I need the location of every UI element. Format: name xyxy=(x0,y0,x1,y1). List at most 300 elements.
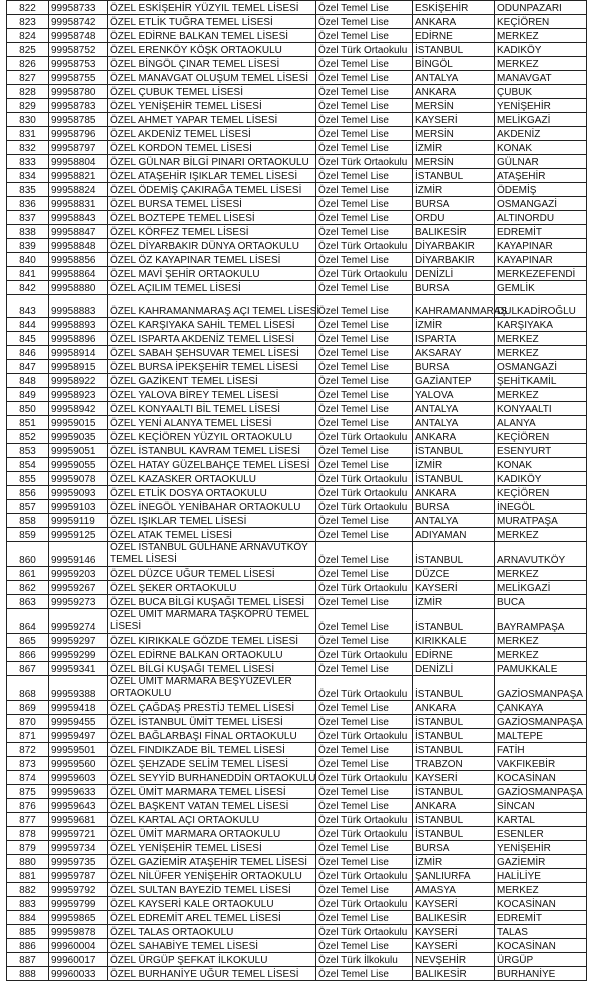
institution-code-cell: 99958752 xyxy=(49,43,108,57)
row-number-cell: 884 xyxy=(7,911,49,925)
table-row xyxy=(7,911,587,925)
school-name-cell: ÖZEL AHMET YAPAR TEMEL LİSESİ xyxy=(108,113,316,127)
city-cell: BALIKESİR xyxy=(413,911,495,925)
institution-code-cell: 99959643 xyxy=(49,799,108,813)
institution-code-cell: 99958915 xyxy=(49,360,108,374)
school-name-cell: ÖZEL ŞEHZADE SELİM TEMEL LİSESİ xyxy=(108,757,316,771)
row-number-cell: 840 xyxy=(7,253,49,267)
district-cell: MERKEZ xyxy=(495,29,587,43)
row-number-cell: 861 xyxy=(7,567,49,581)
row-number-cell: 883 xyxy=(7,897,49,911)
table-row xyxy=(7,1,587,15)
row-number-cell: 848 xyxy=(7,374,49,388)
school-name-cell: ÖZEL SULTAN BAYEZİD TEMEL LİSESİ xyxy=(108,883,316,897)
institution-code-cell: 99959455 xyxy=(49,715,108,729)
district-cell: SİNCAN xyxy=(495,799,587,813)
table-row xyxy=(7,486,587,500)
table-row xyxy=(7,500,587,514)
school-name-cell: ÖZEL EDİRNE BALKAN TEMEL LİSESİ xyxy=(108,29,316,43)
city-cell: BİNGÖL xyxy=(413,57,495,71)
table-row xyxy=(7,609,587,634)
district-cell: ATAŞEHİR xyxy=(495,169,587,183)
institution-code-cell: 99959273 xyxy=(49,595,108,609)
district-cell: VAKFIKEBİR xyxy=(495,757,587,771)
school-type-cell: Özel Temel Lise xyxy=(316,528,413,542)
row-number-cell: 886 xyxy=(7,939,49,953)
institution-code-cell: 99958942 xyxy=(49,402,108,416)
city-cell: KAYSERİ xyxy=(413,113,495,127)
district-cell: ODUNPAZARI xyxy=(495,1,587,15)
row-number-cell: 887 xyxy=(7,953,49,967)
district-cell: GAZİOSMANPAŞA xyxy=(495,785,587,799)
city-cell: YALOVA xyxy=(413,388,495,402)
school-type-cell: Özel Türk Ortaokulu xyxy=(316,581,413,595)
school-type-cell: Özel Temel Lise xyxy=(316,388,413,402)
institution-code-cell: 99958742 xyxy=(49,15,108,29)
table-row xyxy=(7,967,587,981)
district-cell: MERKEZ xyxy=(495,648,587,662)
school-name-cell: ÖZEL BİNGÖL ÇINAR TEMEL LİSESİ xyxy=(108,57,316,71)
table-row xyxy=(7,127,587,141)
institution-code-cell: 99959388 xyxy=(49,676,108,701)
row-number-cell: 853 xyxy=(7,444,49,458)
row-number-cell: 829 xyxy=(7,99,49,113)
school-type-cell: Özel Temel Lise xyxy=(316,743,413,757)
row-number-cell: 871 xyxy=(7,729,49,743)
row-number-cell: 835 xyxy=(7,183,49,197)
city-cell: ANKARA xyxy=(413,15,495,29)
institution-code-cell: 99958843 xyxy=(49,211,108,225)
school-type-cell: Özel Temel Lise xyxy=(316,183,413,197)
city-cell: DÜZCE xyxy=(413,567,495,581)
institution-code-cell: 99959203 xyxy=(49,567,108,581)
school-name-cell: ÖZEL ÜMİT MARMARA BEŞYÜZEVLER ORTAOKULU xyxy=(108,676,316,701)
school-name-cell: ÖZEL KORDON TEMEL LİSESİ xyxy=(108,141,316,155)
school-type-cell: Özel Türk Ortaokulu xyxy=(316,813,413,827)
row-number-cell: 854 xyxy=(7,458,49,472)
institution-code-cell: 99958880 xyxy=(49,281,108,295)
district-cell: HALİLİYE xyxy=(495,869,587,883)
row-number-cell: 842 xyxy=(7,281,49,295)
table-row xyxy=(7,253,587,267)
city-cell: DENİZLİ xyxy=(413,267,495,281)
school-name-cell: ÖZEL KIRIKKALE GÖZDE TEMEL LİSESİ xyxy=(108,634,316,648)
school-type-cell: Özel Türk Ortaokulu xyxy=(316,648,413,662)
institution-code-cell: 99958780 xyxy=(49,85,108,99)
row-number-cell: 845 xyxy=(7,332,49,346)
school-type-cell: Özel Temel Lise xyxy=(316,444,413,458)
school-name-cell: ÖZEL KARŞIYAKA SAHİL TEMEL LİSESİ xyxy=(108,318,316,332)
city-cell: KAYSERİ xyxy=(413,581,495,595)
table-row xyxy=(7,169,587,183)
school-type-cell: Özel Temel Lise xyxy=(316,514,413,528)
row-number-cell: 859 xyxy=(7,528,49,542)
school-type-cell: Özel Türk Ortaokulu xyxy=(316,827,413,841)
institution-code-cell: 99959055 xyxy=(49,458,108,472)
table-row xyxy=(7,869,587,883)
institution-code-cell: 99958831 xyxy=(49,197,108,211)
table-row xyxy=(7,542,587,567)
school-type-cell: Özel Temel Lise xyxy=(316,416,413,430)
district-cell: YENİŞEHİR xyxy=(495,841,587,855)
institution-code-cell: 99959297 xyxy=(49,634,108,648)
institution-code-cell: 99959418 xyxy=(49,701,108,715)
institution-code-cell: 99959015 xyxy=(49,416,108,430)
school-name-cell: ÖZEL BUCA BİLGİ KUŞAĞI TEMEL LİSESİ xyxy=(108,595,316,609)
row-number-cell: 831 xyxy=(7,127,49,141)
school-type-cell: Özel Türk Ortaokulu xyxy=(316,43,413,57)
district-cell: MERKEZ xyxy=(495,346,587,360)
district-cell: PAMUKKALE xyxy=(495,662,587,676)
district-cell: GAZİOSMANPAŞA xyxy=(495,715,587,729)
row-number-cell: 865 xyxy=(7,634,49,648)
table-row xyxy=(7,729,587,743)
school-type-cell: Özel Temel Lise xyxy=(316,169,413,183)
school-type-cell: Özel Temel Lise xyxy=(316,113,413,127)
district-cell: KARŞIYAKA xyxy=(495,318,587,332)
institution-code-cell: 99958914 xyxy=(49,346,108,360)
table-body xyxy=(7,1,587,981)
school-name-cell: ÖZEL ÜMİT MARMARA TEMEL LİSESİ xyxy=(108,785,316,799)
school-name-cell: ÖZEL TALAS ORTAOKULU xyxy=(108,925,316,939)
table-row xyxy=(7,785,587,799)
school-type-cell: Özel Temel Lise xyxy=(316,595,413,609)
school-name-cell: ÖZEL İSTANBUL ÜMİT TEMEL LİSESİ xyxy=(108,715,316,729)
school-name-cell: ÖZEL DÜZCE UĞUR TEMEL LİSESİ xyxy=(108,567,316,581)
row-number-cell: 860 xyxy=(7,542,49,567)
school-name-cell: ÖZEL İNEGÖL YENİBAHAR ORTAOKULU xyxy=(108,500,316,514)
school-type-cell: Özel Türk Ortaokulu xyxy=(316,267,413,281)
institution-code-cell: 99959078 xyxy=(49,472,108,486)
row-number-cell: 881 xyxy=(7,869,49,883)
school-type-cell: Özel Temel Lise xyxy=(316,57,413,71)
school-type-cell: Özel Türk Ortaokulu xyxy=(316,869,413,883)
district-cell: DULKADİROĞLU xyxy=(495,295,587,318)
district-cell: GAZİEMİR xyxy=(495,855,587,869)
school-name-cell: ÖZEL SAHABİYE TEMEL LİSESİ xyxy=(108,939,316,953)
district-cell: KADIKÖY xyxy=(495,43,587,57)
city-cell: BALIKESİR xyxy=(413,225,495,239)
table-row xyxy=(7,841,587,855)
school-type-cell: Özel Temel Lise xyxy=(316,701,413,715)
school-name-cell: ÖZEL BURSA İPEKŞEHİR TEMEL LİSESİ xyxy=(108,360,316,374)
table-row xyxy=(7,318,587,332)
district-cell: MERKEZ xyxy=(495,567,587,581)
district-cell: KONAK xyxy=(495,141,587,155)
city-cell: KAHRAMANMARAŞ xyxy=(413,295,495,318)
institution-code-cell: 99959735 xyxy=(49,855,108,869)
school-name-cell: ÖZEL BURHANİYE UĞUR TEMEL LİSESİ xyxy=(108,967,316,981)
district-cell: KOCASİNAN xyxy=(495,939,587,953)
table-row xyxy=(7,239,587,253)
school-type-cell: Özel Temel Lise xyxy=(316,127,413,141)
school-name-cell: ÖZEL İSTANBUL KAVRAM TEMEL LİSESİ xyxy=(108,444,316,458)
institution-code-cell: 99959035 xyxy=(49,430,108,444)
school-name-cell: ÖZEL BAĞLARBAŞI FİNAL ORTAOKULU xyxy=(108,729,316,743)
city-cell: MERSİN xyxy=(413,155,495,169)
table-row xyxy=(7,267,587,281)
school-list-table xyxy=(6,0,587,981)
school-type-cell: Özel Temel Lise xyxy=(316,360,413,374)
school-type-cell: Özel Temel Lise xyxy=(316,29,413,43)
school-type-cell: Özel Temel Lise xyxy=(316,99,413,113)
table-row xyxy=(7,676,587,701)
table-row xyxy=(7,595,587,609)
school-name-cell: ÖZEL YENİŞEHİR TEMEL LİSESİ xyxy=(108,841,316,855)
table-row xyxy=(7,883,587,897)
school-type-cell: Özel Temel Lise xyxy=(316,609,413,634)
row-number-cell: 876 xyxy=(7,799,49,813)
city-cell: ADIYAMAN xyxy=(413,528,495,542)
city-cell: NEVŞEHİR xyxy=(413,953,495,967)
school-type-cell: Özel Temel Lise xyxy=(316,542,413,567)
table-row xyxy=(7,514,587,528)
city-cell: KAYSERİ xyxy=(413,897,495,911)
district-cell: KEÇİÖREN xyxy=(495,430,587,444)
school-type-cell: Özel Temel Lise xyxy=(316,715,413,729)
table-row xyxy=(7,634,587,648)
row-number-cell: 864 xyxy=(7,609,49,634)
school-name-cell: ÖZEL ISPARTA AKDENİZ TEMEL LİSESİ xyxy=(108,332,316,346)
table-row xyxy=(7,360,587,374)
school-name-cell: ÖZEL GAZİKENT TEMEL LİSESİ xyxy=(108,374,316,388)
school-type-cell: Özel Temel Lise xyxy=(316,785,413,799)
institution-code-cell: 99958796 xyxy=(49,127,108,141)
row-number-cell: 885 xyxy=(7,925,49,939)
city-cell: İSTANBUL xyxy=(413,676,495,701)
city-cell: İZMİR xyxy=(413,855,495,869)
school-name-cell: ÖZEL IŞIKLAR TEMEL LİSESİ xyxy=(108,514,316,528)
school-name-cell: ÖZEL HATAY GÜZELBAHÇE TEMEL LİSESİ xyxy=(108,458,316,472)
row-number-cell: 836 xyxy=(7,197,49,211)
district-cell: MERKEZEFENDİ xyxy=(495,267,587,281)
school-type-cell: Özel Temel Lise xyxy=(316,141,413,155)
city-cell: İSTANBUL xyxy=(413,813,495,827)
district-cell: MERKEZ xyxy=(495,528,587,542)
district-cell: MANAVGAT xyxy=(495,71,587,85)
school-name-cell: ÖZEL ÜRGÜP ŞEFKAT İLKOKULU xyxy=(108,953,316,967)
school-type-cell: Özel Temel Lise xyxy=(316,253,413,267)
school-name-cell: ÖZEL KEÇİÖREN YÜZYIL ORTAOKULU xyxy=(108,430,316,444)
school-name-cell: ÖZEL EDREMİT AREL TEMEL LİSESİ xyxy=(108,911,316,925)
district-cell: KAYAPINAR xyxy=(495,239,587,253)
school-type-cell: Özel Temel Lise xyxy=(316,911,413,925)
school-name-cell: ÖZEL SABAH ŞEHSUVAR TEMEL LİSESİ xyxy=(108,346,316,360)
school-name-cell: ÖZEL EDİRNE BALKAN ORTAOKULU xyxy=(108,648,316,662)
city-cell: ANKARA xyxy=(413,799,495,813)
school-name-cell: ÖZEL FINDIKZADE BİL TEMEL LİSESİ xyxy=(108,743,316,757)
school-name-cell: ÖZEL KAZASKER ORTAOKULU xyxy=(108,472,316,486)
table-row xyxy=(7,925,587,939)
district-cell: BURHANİYE xyxy=(495,967,587,981)
school-type-cell: Özel Türk Ortaokulu xyxy=(316,486,413,500)
institution-code-cell: 99959125 xyxy=(49,528,108,542)
school-type-cell: Özel Temel Lise xyxy=(316,295,413,318)
city-cell: İSTANBUL xyxy=(413,785,495,799)
table-row xyxy=(7,827,587,841)
school-type-cell: Özel Temel Lise xyxy=(316,374,413,388)
institution-code-cell: 99958847 xyxy=(49,225,108,239)
district-cell: YENİŞEHİR xyxy=(495,99,587,113)
school-name-cell: ÖZEL İSTANBUL GÜLHANE ARNAVUTKÖY TEMEL LİSESİ xyxy=(108,542,316,567)
table-row xyxy=(7,155,587,169)
institution-code-cell: 99958856 xyxy=(49,253,108,267)
school-name-cell: ÖZEL DİYARBAKIR DÜNYA ORTAOKULU xyxy=(108,239,316,253)
district-cell: İNEGÖL xyxy=(495,500,587,514)
city-cell: ISPARTA xyxy=(413,332,495,346)
institution-code-cell: 99958821 xyxy=(49,169,108,183)
institution-code-cell: 99959865 xyxy=(49,911,108,925)
institution-code-cell: 99959497 xyxy=(49,729,108,743)
row-number-cell: 882 xyxy=(7,883,49,897)
city-cell: ORDU xyxy=(413,211,495,225)
institution-code-cell: 99959267 xyxy=(49,581,108,595)
table-row xyxy=(7,939,587,953)
table-row xyxy=(7,953,587,967)
school-name-cell: ÖZEL KAYSERİ KALE ORTAOKULU xyxy=(108,897,316,911)
district-cell: MURATPAŞA xyxy=(495,514,587,528)
table-row xyxy=(7,444,587,458)
city-cell: İSTANBUL xyxy=(413,729,495,743)
city-cell: İSTANBUL xyxy=(413,444,495,458)
school-name-cell: ÖZEL ÇUBUK TEMEL LİSESİ xyxy=(108,85,316,99)
row-number-cell: 833 xyxy=(7,155,49,169)
school-name-cell: ÖZEL BOZTEPE TEMEL LİSESİ xyxy=(108,211,316,225)
city-cell: İZMİR xyxy=(413,595,495,609)
school-name-cell: ÖZEL SEYYİD BURHANEDDİN ORTAOKULU xyxy=(108,771,316,785)
table-row xyxy=(7,211,587,225)
school-type-cell: Özel Temel Lise xyxy=(316,567,413,581)
school-name-cell: ÖZEL ÜMİT MARMARA ORTAOKULU xyxy=(108,827,316,841)
city-cell: İSTANBUL xyxy=(413,472,495,486)
school-name-cell: ÖZEL KÖRFEZ TEMEL LİSESİ xyxy=(108,225,316,239)
district-cell: KONYAALTI xyxy=(495,402,587,416)
city-cell: DİYARBAKIR xyxy=(413,253,495,267)
city-cell: KAYSERİ xyxy=(413,939,495,953)
row-number-cell: 862 xyxy=(7,581,49,595)
city-cell: ESKİŞEHİR xyxy=(413,1,495,15)
row-number-cell: 856 xyxy=(7,486,49,500)
institution-code-cell: 99958923 xyxy=(49,388,108,402)
row-number-cell: 832 xyxy=(7,141,49,155)
table-row xyxy=(7,416,587,430)
table-row xyxy=(7,85,587,99)
school-type-cell: Özel Temel Lise xyxy=(316,225,413,239)
row-number-cell: 866 xyxy=(7,648,49,662)
table-row xyxy=(7,197,587,211)
school-name-cell: ÖZEL ATAŞEHİR IŞIKLAR TEMEL LİSESİ xyxy=(108,169,316,183)
city-cell: BURSA xyxy=(413,841,495,855)
school-type-cell: Özel Temel Lise xyxy=(316,197,413,211)
school-name-cell: ÖZEL KAHRAMANMARAŞ AÇI TEMEL LİSESİ xyxy=(108,295,316,318)
school-name-cell: ÖZEL KONYAALTI BİL TEMEL LİSESİ xyxy=(108,402,316,416)
school-type-cell: Özel Türk Ortaokulu xyxy=(316,676,413,701)
school-type-cell: Özel Temel Lise xyxy=(316,841,413,855)
table-row xyxy=(7,332,587,346)
district-cell: FATİH xyxy=(495,743,587,757)
row-number-cell: 822 xyxy=(7,1,49,15)
city-cell: AKSARAY xyxy=(413,346,495,360)
district-cell: MERKEZ xyxy=(495,883,587,897)
school-type-cell: Özel Temel Lise xyxy=(316,939,413,953)
row-number-cell: 872 xyxy=(7,743,49,757)
institution-code-cell: 99959119 xyxy=(49,514,108,528)
school-type-cell: Özel Türk Ortaokulu xyxy=(316,729,413,743)
school-type-cell: Özel Türk Ortaokulu xyxy=(316,155,413,169)
table-row xyxy=(7,346,587,360)
row-number-cell: 867 xyxy=(7,662,49,676)
institution-code-cell: 99959093 xyxy=(49,486,108,500)
institution-code-cell: 99958753 xyxy=(49,57,108,71)
institution-code-cell: 99959501 xyxy=(49,743,108,757)
city-cell: İSTANBUL xyxy=(413,43,495,57)
school-name-cell: ÖZEL ÇAĞDAŞ PRESTİJ TEMEL LİSESİ xyxy=(108,701,316,715)
school-name-cell: ÖZEL YENİ ALANYA TEMEL LİSESİ xyxy=(108,416,316,430)
city-cell: İSTANBUL xyxy=(413,743,495,757)
table-row xyxy=(7,295,587,318)
table-row xyxy=(7,71,587,85)
city-cell: BURSA xyxy=(413,281,495,295)
row-number-cell: 824 xyxy=(7,29,49,43)
district-cell: MERKEZ xyxy=(495,332,587,346)
row-number-cell: 879 xyxy=(7,841,49,855)
institution-code-cell: 99958893 xyxy=(49,318,108,332)
district-cell: KONAK xyxy=(495,458,587,472)
row-number-cell: 855 xyxy=(7,472,49,486)
institution-code-cell: 99959878 xyxy=(49,925,108,939)
institution-code-cell: 99958785 xyxy=(49,113,108,127)
institution-code-cell: 99959560 xyxy=(49,757,108,771)
city-cell: TRABZON xyxy=(413,757,495,771)
district-cell: EDREMİT xyxy=(495,225,587,239)
institution-code-cell: 99959603 xyxy=(49,771,108,785)
institution-code-cell: 99958748 xyxy=(49,29,108,43)
school-type-cell: Özel Temel Lise xyxy=(316,281,413,295)
school-name-cell: ÖZEL BURSA TEMEL LİSESİ xyxy=(108,197,316,211)
city-cell: KIRIKKALE xyxy=(413,634,495,648)
institution-code-cell: 99958864 xyxy=(49,267,108,281)
row-number-cell: 828 xyxy=(7,85,49,99)
row-number-cell: 838 xyxy=(7,225,49,239)
school-type-cell: Özel Temel Lise xyxy=(316,346,413,360)
city-cell: İZMİR xyxy=(413,318,495,332)
school-name-cell: ÖZEL ÖZ KAYAPINAR TEMEL LİSESİ xyxy=(108,253,316,267)
school-name-cell: ÖZEL ÜMİT MARMARA TAŞKÖPRÜ TEMEL LİSESİ xyxy=(108,609,316,634)
school-type-cell: Özel Temel Lise xyxy=(316,1,413,15)
row-number-cell: 839 xyxy=(7,239,49,253)
school-name-cell: ÖZEL AÇILIM TEMEL LİSESİ xyxy=(108,281,316,295)
district-cell: OSMANGAZİ xyxy=(495,197,587,211)
institution-code-cell: 99958922 xyxy=(49,374,108,388)
school-name-cell: ÖZEL MAVİ ŞEHİR ORTAOKULU xyxy=(108,267,316,281)
district-cell: MERKEZ xyxy=(495,57,587,71)
district-cell: MERKEZ xyxy=(495,388,587,402)
school-name-cell: ÖZEL KARTAL AÇI ORTAOKULU xyxy=(108,813,316,827)
school-type-cell: Özel Türk Ortaokulu xyxy=(316,771,413,785)
district-cell: AKDENİZ xyxy=(495,127,587,141)
school-name-cell: ÖZEL YENİŞEHİR TEMEL LİSESİ xyxy=(108,99,316,113)
city-cell: BALIKESİR xyxy=(413,967,495,981)
school-type-cell: Özel Temel Lise xyxy=(316,757,413,771)
table-row xyxy=(7,43,587,57)
city-cell: ANKARA xyxy=(413,486,495,500)
school-type-cell: Özel Türk Ortaokulu xyxy=(316,897,413,911)
city-cell: ANKARA xyxy=(413,701,495,715)
school-name-cell: ÖZEL NİLÜFER YENİŞEHİR ORTAOKULU xyxy=(108,869,316,883)
district-cell: GEMLİK xyxy=(495,281,587,295)
school-type-cell: Özel Türk Ortaokulu xyxy=(316,239,413,253)
row-number-cell: 888 xyxy=(7,967,49,981)
